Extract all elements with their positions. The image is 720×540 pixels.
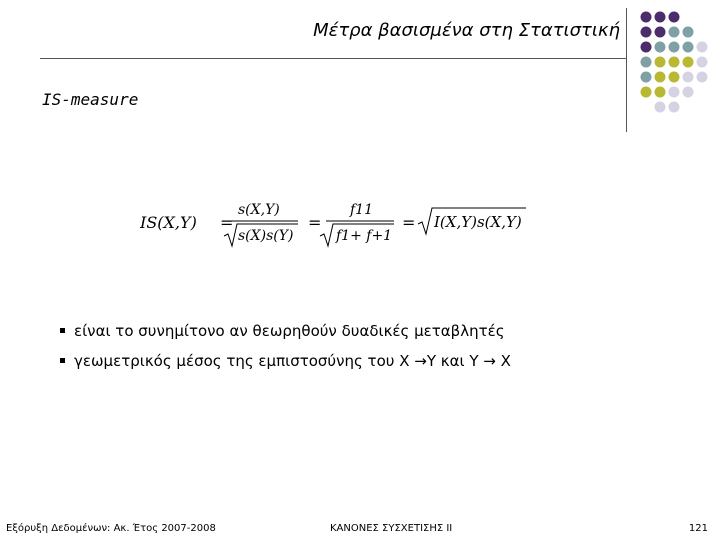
dot: [669, 12, 680, 23]
dot: [641, 87, 652, 98]
dot: [655, 57, 666, 68]
dot: [641, 42, 652, 53]
bullet-item: [60, 318, 620, 348]
section-subtitle: IS-measure: [42, 90, 139, 109]
dot: [669, 57, 680, 68]
slide-title: Μέτρα βασισμένα στη Στατιστική: [313, 20, 620, 41]
bullet-list: [60, 318, 620, 378]
vertical-rule: [626, 8, 627, 132]
formula-frac1-num: s(X,Y): [238, 202, 280, 218]
formula-eq1: =: [220, 213, 234, 232]
dot: [655, 42, 666, 53]
formula-eq3: =: [402, 213, 416, 232]
bullet-text: είναι το συνημίτονο αν θεωρηθούν δυαδικές μεταβλητές: [74, 322, 505, 340]
dot: [655, 12, 666, 23]
dot: [669, 72, 680, 83]
is-measure-formula: [140, 196, 540, 252]
dot: [683, 72, 694, 83]
dot: [641, 72, 652, 83]
formula-eq2: =: [308, 213, 322, 232]
dot: [655, 102, 666, 113]
dot: [641, 12, 652, 23]
dot: [669, 27, 680, 38]
dot: [683, 87, 694, 98]
dot: [641, 57, 652, 68]
formula-frac1-den: s(X)s(Y): [238, 228, 294, 244]
dot: [683, 27, 694, 38]
dot: [669, 102, 680, 113]
dot: [697, 42, 708, 53]
footer-topic: ΚΑΝΟΝΕΣ ΣΥΣΧΕΤΙΣΗΣ ΙΙ: [330, 523, 453, 534]
bullet-item: [60, 348, 620, 378]
bullet-text: γεωμετρικός μέσος της εμπιστοσύνης του X →Y και Y → X: [74, 352, 511, 370]
bullet-square-icon: [60, 328, 65, 333]
dot: [697, 57, 708, 68]
dot: [683, 57, 694, 68]
dot-grid-group: [641, 12, 708, 113]
formula-rhs: I(X,Y)s(X,Y): [434, 213, 522, 231]
dot: [669, 87, 680, 98]
dot: [683, 42, 694, 53]
decorative-dot-grid: [640, 10, 720, 120]
dot: [655, 87, 666, 98]
horizontal-rule: [40, 58, 626, 59]
dot: [669, 42, 680, 53]
dot: [655, 27, 666, 38]
dot: [655, 72, 666, 83]
page-number: 121: [688, 523, 708, 534]
bullet-square-icon: [60, 358, 65, 363]
footer-course: Εξόρυξη Δεδομένων: Ακ. Έτος 2007-2008: [6, 523, 216, 534]
formula-frac2-num: f11: [350, 202, 373, 218]
formula-frac2-den: f1+ f+1: [336, 228, 393, 244]
dot: [697, 72, 708, 83]
dot: [641, 27, 652, 38]
formula-lhs: IS(X,Y): [140, 213, 197, 232]
